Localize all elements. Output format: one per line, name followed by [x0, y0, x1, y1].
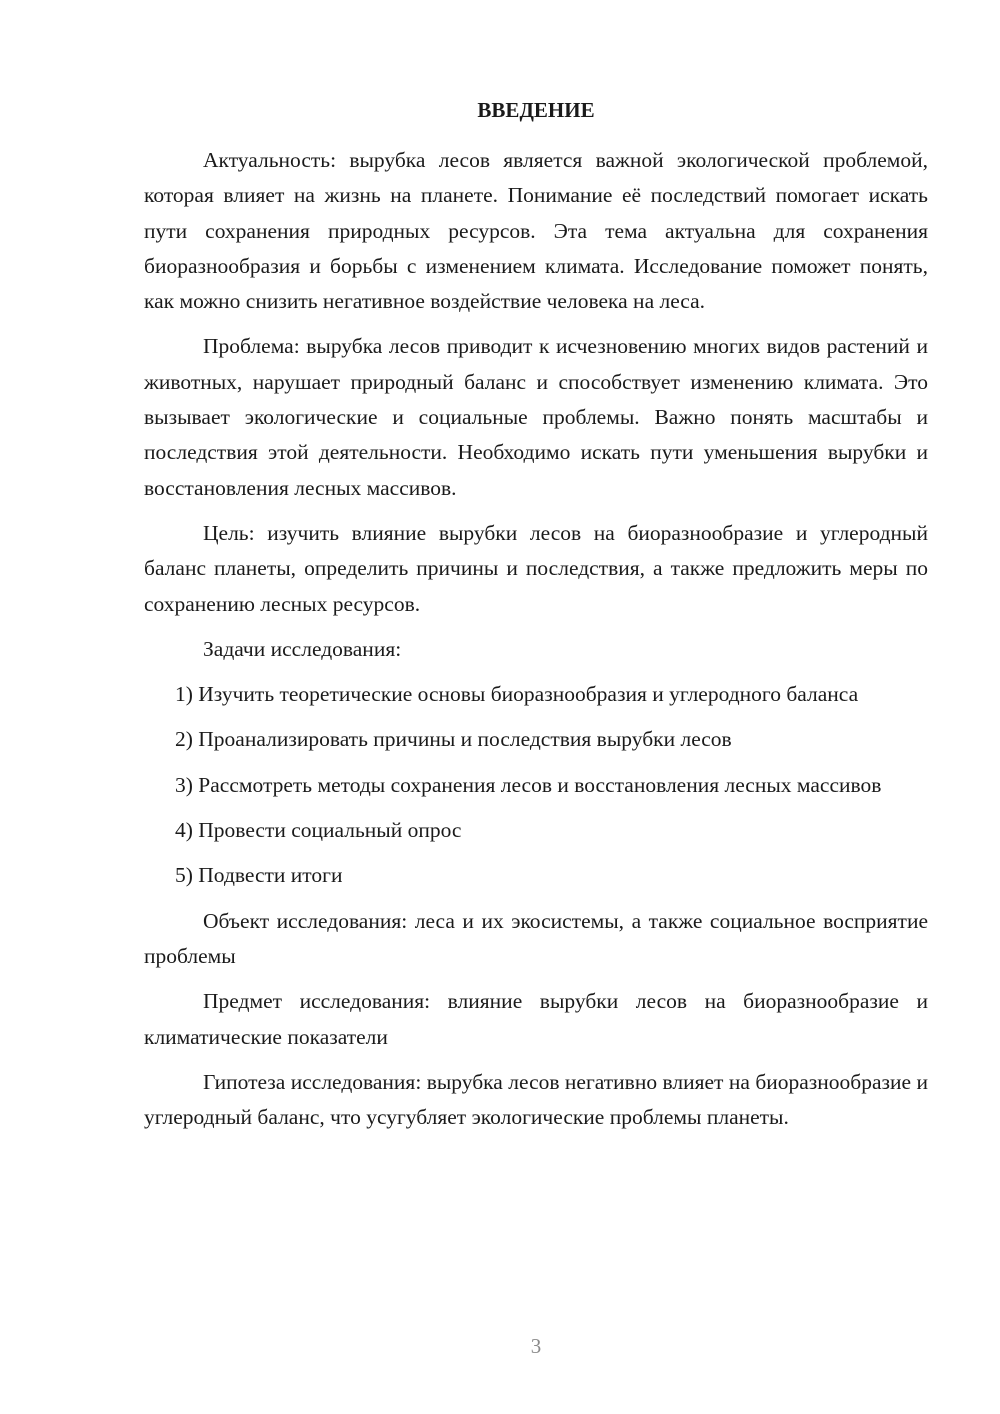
task-item-2: 2) Проанализировать причины и последствия вырубки лесов: [175, 727, 732, 752]
task-item-3: 3) Рассмотреть методы сохранения лесов и восстановления лесных массивов: [175, 772, 882, 797]
relevance-paragraph: Актуальность: вырубка лесов является важной экологической проблемой, которая влияет на жизнь на планете. Понимание её последствий помогает искать пути сохранения природных ресурсов. Эта тема актуальна для сохранения биоразнообразия и борьбы с изменением климата. Исследование поможет понять, как можно снизить негативное воздействие человека на леса.: [144, 148, 928, 314]
goal-paragraph: Цель: изучить влияние вырубки лесов на биоразнообразие и углеродный баланс планеты, определить причины и последствия, а также предложить меры по сохранению лесных ресурсов.: [144, 520, 928, 616]
problem-paragraph: Проблема: вырубка лесов приводит к исчезновению многих видов растений и животных, нарушает природный баланс и способствует изменению климата. Это вызывает экологические и социальные проблемы. Важно понять масштабы и последствия этой деятельности. Необходимо искать пути уменьшения вырубки и восстановления лесных массивов.: [144, 334, 928, 500]
tasks-heading: Задачи исследования:: [203, 636, 402, 661]
page-title: ВВЕДЕНИЕ: [477, 98, 595, 122]
object-paragraph: Объект исследования: леса и их экосистемы, а также социальное восприятие проблемы: [144, 908, 928, 968]
subject-paragraph: Предмет исследования: влияние вырубки лесов на биоразнообразие и климатические показатели: [144, 989, 928, 1049]
page-number: 3: [530, 1334, 542, 1358]
hypothesis-paragraph: Гипотеза исследования: вырубка лесов негативно влияет на биоразнообразие и углеродный баланс, что усугубляет экологические проблемы планеты.: [144, 1069, 928, 1130]
task-item-4: 4) Провести социальный опрос: [175, 818, 462, 843]
task-item-5: 5) Подвести итоги: [175, 863, 343, 888]
task-item-1: 1) Изучить теоретические основы биоразнообразия и углеродного баланса: [175, 682, 859, 707]
document-body: [144, 143, 928, 1145]
